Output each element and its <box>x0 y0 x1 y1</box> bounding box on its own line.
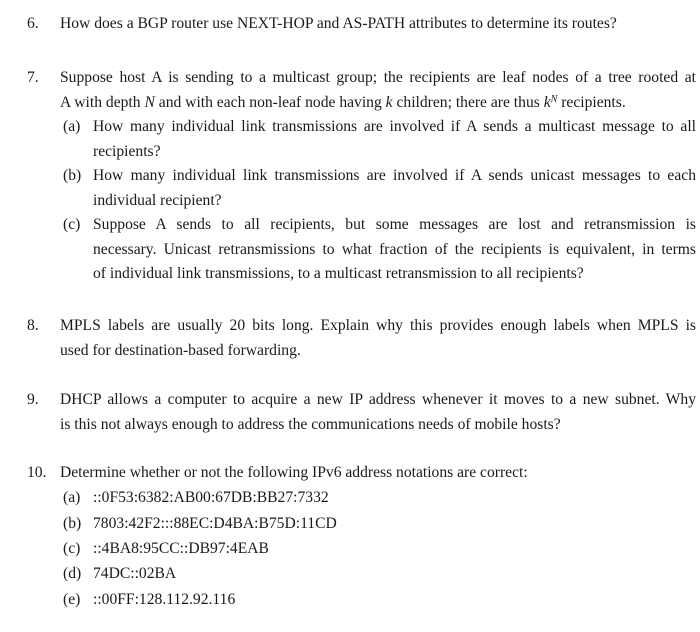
part-text <box>93 115 696 164</box>
question-line: MPLS labels are usually 20 bits long. Explain why this provides enough labels when MPLS is <box>60 317 696 334</box>
question-line <box>60 91 696 116</box>
question-number: 6. <box>27 15 39 32</box>
math-var-N: N <box>144 93 155 111</box>
ipv6-address: ::00FF:128.112.92.116 <box>93 591 236 608</box>
question-number: 10. <box>27 464 47 481</box>
math-var-k: k <box>385 93 393 111</box>
question-line: is this not always enough to address the communications needs of mobile hosts? <box>60 415 561 433</box>
math-var-k: k <box>543 93 551 111</box>
ipv6-address: 74DC::02BA <box>93 565 177 582</box>
question-line: used for destination-based forwarding. <box>60 341 301 359</box>
question-text <box>60 66 696 115</box>
question-line: DHCP allows a computer to acquire a new IP address whenever it moves to a new subnet. Why <box>60 391 696 408</box>
math-exponent-N: N <box>550 93 558 105</box>
ipv6-address: ::0F53:6382:AB00:67DB:BB27:7332 <box>93 489 329 506</box>
part-label: (a) <box>63 118 81 135</box>
address-label: (e) <box>63 591 81 608</box>
text-run: recipients. <box>557 93 626 111</box>
text-run: A with depth <box>60 93 145 111</box>
question-line: How does a BGP router use NEXT-HOP and AS-PATH attributes to determine its routes? <box>60 15 617 32</box>
address-label: (c) <box>63 540 81 557</box>
question-text <box>60 461 696 486</box>
question-line: Determine whether or not the following IPv6 address notations are correct: <box>60 464 528 481</box>
part-line: necessary. Unicast retransmissions to what fraction of the recipients is equivalent, in terms <box>93 240 696 258</box>
part-text <box>93 164 696 213</box>
part-label: (b) <box>63 167 82 184</box>
address-label: (b) <box>63 515 82 532</box>
part-line: recipients? <box>93 142 161 160</box>
part-line: Suppose A sends to all recipients, but some messages are lost and retransmission is <box>93 216 696 233</box>
question-number: 7. <box>27 69 39 86</box>
question-number: 9. <box>27 391 39 408</box>
part-line: individual recipient? <box>93 191 222 209</box>
ipv6-address: ::4BA8:95CC::DB97:4EAB <box>93 540 269 557</box>
part-line: How many individual link transmissions are involved if A sends a multicast message to all <box>93 118 696 135</box>
address-label: (a) <box>63 489 81 506</box>
question-line: Suppose host A is sending to a multicast group; the recipients are leaf nodes of a tree rooted at <box>60 69 696 86</box>
question-text <box>60 388 696 437</box>
text-run: children; there are thus <box>392 93 544 111</box>
question-text <box>60 12 696 37</box>
question-text <box>60 314 696 363</box>
question-number: 8. <box>27 317 39 334</box>
text-run: and with each non-leaf node having <box>154 93 386 111</box>
address-label: (d) <box>63 565 82 582</box>
part-line: How many individual link transmissions are involved if A sends unicast messages to each <box>93 167 696 184</box>
ipv6-address: 7803:42F2:::88EC:D4BA:B75D:11CD <box>93 515 337 532</box>
part-text <box>93 213 696 287</box>
part-label: (c) <box>63 216 81 233</box>
part-line: of individual link transmissions, to a multicast retransmission to all recipients? <box>93 265 584 282</box>
